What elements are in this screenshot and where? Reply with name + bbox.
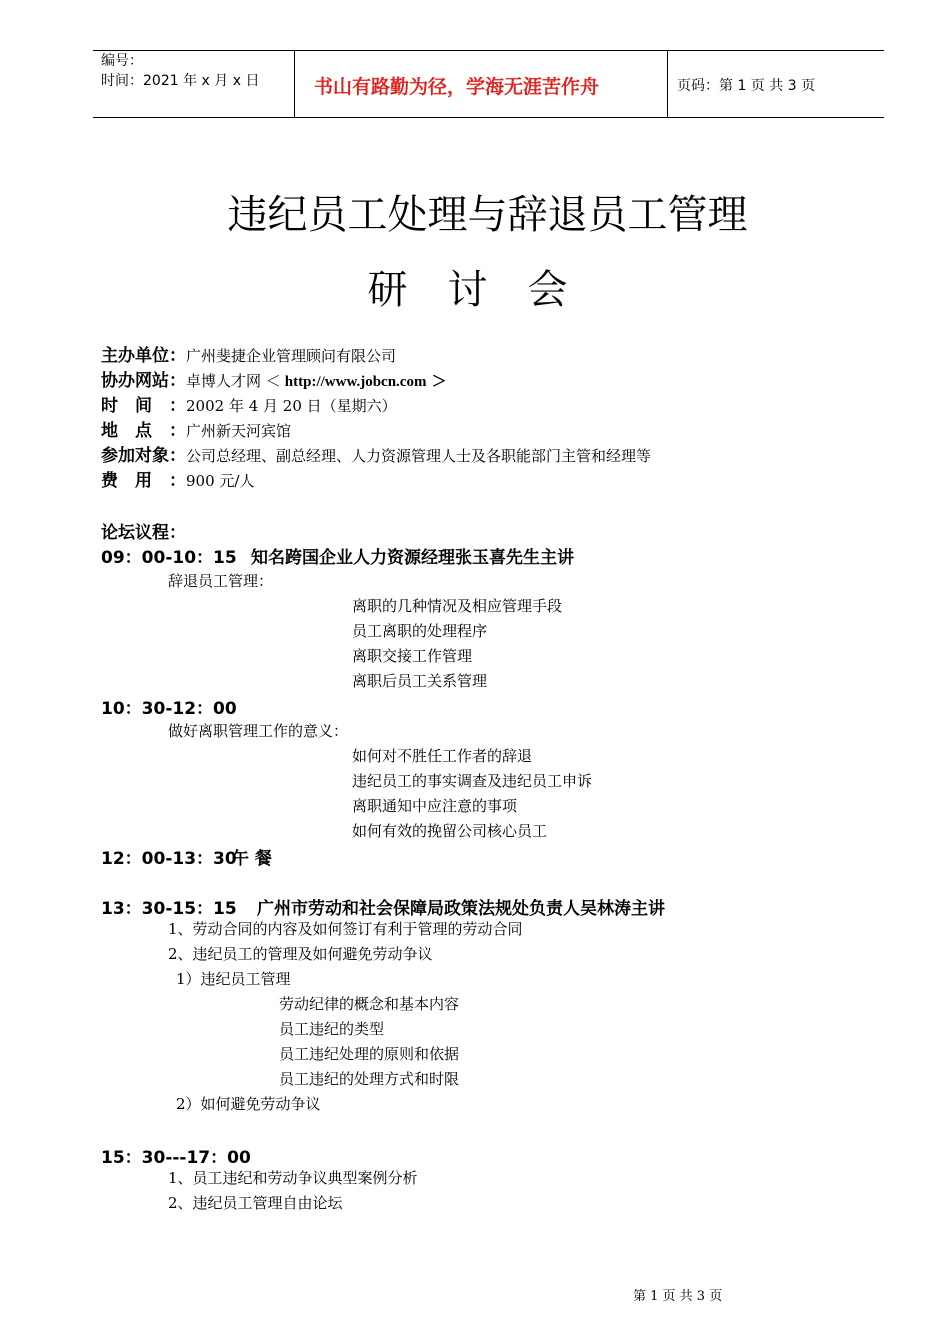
session-2-heading: 做好离职管理工作的意义： [168, 722, 349, 740]
info-cohost [101, 369, 447, 395]
session-5-point: 2、违纪员工管理自由论坛 [168, 1194, 343, 1212]
session-4-subitem: 员工违纪的类型 [279, 1020, 385, 1038]
info-label: 地点： [101, 421, 186, 441]
header-page-label: 页码：第 1 页 共 3 页 [677, 78, 816, 94]
session-1-item: 离职的几种情况及相应管理手段 [352, 597, 563, 615]
info-label: 协办网站： [101, 371, 186, 391]
session-2-item: 离职通知中应注意的事项 [352, 797, 518, 815]
page-title: 违纪员工处理与辞退员工管理 [227, 192, 748, 238]
session-1-time: 09：00-10：15 [101, 548, 237, 568]
session-4-point: 2、违纪员工的管理及如何避免劳动争议 [168, 945, 433, 963]
info-value: 公司总经理、副总经理、人力资源管理人士及各职能部门主管和经理等 [186, 447, 652, 465]
session-4-subheading: 1）违纪员工管理 [176, 970, 291, 988]
session-4-time: 13：30-15：15 [101, 899, 237, 919]
info-audience [101, 444, 651, 469]
header-motto: 书山有路勤为径，学海无涯苦作舟 [314, 76, 600, 98]
agenda-title: 论坛议程： [101, 523, 186, 543]
info-label: 时间： [101, 396, 186, 416]
header-divider-1 [294, 50, 295, 118]
session-2-item: 如何有效的挽留公司核心员工 [352, 822, 548, 840]
info-fee [101, 469, 254, 494]
info-label: 费用： [101, 471, 186, 491]
session-4-speaker: 广州市劳动和社会保障局政策法规处负责人吴林涛主讲 [257, 899, 665, 919]
info-host [101, 344, 396, 369]
info-time [101, 394, 397, 419]
page-subtitle: 研讨会 [367, 267, 608, 313]
info-suffix: ＞ [426, 372, 447, 390]
session-1-item: 离职交接工作管理 [352, 647, 473, 665]
session-1-heading: 辞退员工管理： [168, 572, 274, 590]
session-4-point: 1、劳动合同的内容及如何签订有利于管理的劳动合同 [168, 920, 523, 938]
session-4-subitem: 劳动纪律的概念和基本内容 [279, 995, 460, 1013]
info-place [101, 419, 291, 444]
session-2-item: 违纪员工的事实调查及违纪员工申诉 [352, 772, 593, 790]
header-divider-2 [667, 50, 668, 118]
session-1-speaker: 知名跨国企业人力资源经理张玉喜先生主讲 [251, 548, 574, 568]
session-3-time: 12：00-13：30 [101, 849, 237, 869]
footer-page-number: 第 1 页 共 3 页 [633, 1289, 723, 1304]
session-3-label: 午 餐 [232, 849, 272, 869]
info-value: 广州新天河宾馆 [186, 422, 292, 440]
header-bottom-border [93, 117, 884, 118]
info-label: 主办单位： [101, 346, 186, 366]
header-number-label: 编号： [101, 53, 143, 69]
header-time-label: 时间：2021 年 x 月 x 日 [101, 73, 260, 89]
website-link[interactable]: http://www.jobcn.com [284, 374, 427, 390]
session-1-item: 员工离职的处理程序 [352, 622, 488, 640]
session-2-item: 如何对不胜任工作者的辞退 [352, 747, 533, 765]
info-value: 2002 年 4 月 20 日（星期六） [186, 397, 397, 415]
session-4-subitem: 员工违纪处理的原则和依据 [279, 1045, 460, 1063]
session-5-time: 15：30---17：00 [101, 1148, 251, 1168]
session-4-subheading: 2）如何避免劳动争议 [176, 1095, 321, 1113]
session-1-item: 离职后员工关系管理 [352, 672, 488, 690]
session-5-point: 1、员工违纪和劳动争议典型案例分析 [168, 1169, 418, 1187]
session-4-subitem: 员工违纪的处理方式和时限 [279, 1070, 460, 1088]
info-value: 广州斐捷企业管理顾问有限公司 [186, 347, 397, 365]
info-value: 900 元/人 [186, 472, 255, 490]
info-value: 卓博人才网 ＜ [186, 372, 281, 390]
info-label: 参加对象： [101, 446, 186, 466]
header-top-border [93, 50, 884, 51]
session-2-time: 10：30-12：00 [101, 699, 237, 719]
